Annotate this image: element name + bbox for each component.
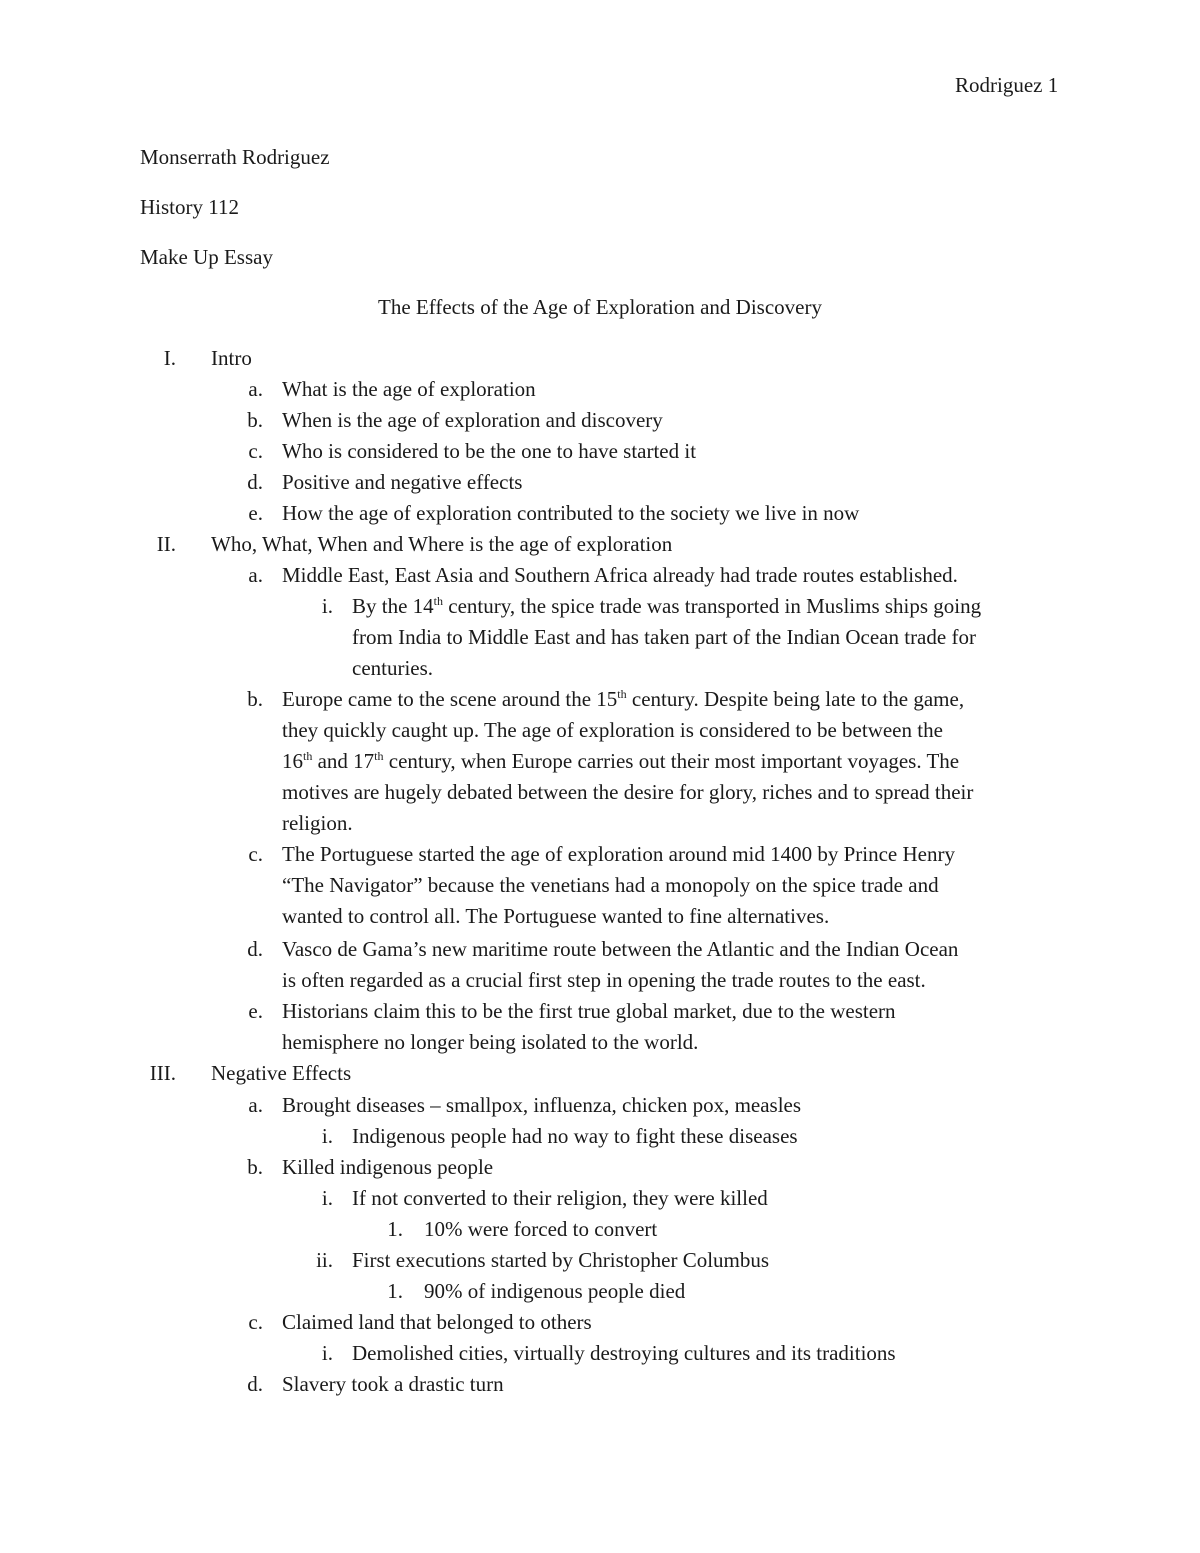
- list-item: Middle East, East Asia and Southern Africa already had trade routes established.: [282, 563, 958, 587]
- list-item: Indigenous people had no way to fight these diseases: [352, 1124, 798, 1148]
- assignment-name: Make Up Essay: [140, 245, 273, 269]
- letter-marker: c.: [248, 439, 263, 463]
- letter-marker: b.: [247, 408, 263, 432]
- section-title: Intro: [211, 346, 252, 370]
- list-item-line: The Portuguese started the age of exploration around mid 1400 by Prince Henry: [282, 842, 955, 866]
- document-title: The Effects of the Age of Exploration and Discovery: [378, 295, 822, 319]
- list-item: Positive and negative effects: [282, 470, 523, 494]
- list-item-line: Vasco de Gama’s new maritime route between the Atlantic and the Indian Ocean: [282, 937, 959, 961]
- list-item-line: centuries.: [352, 656, 434, 680]
- ordinal-suffix: th: [374, 749, 384, 763]
- list-item-line: By the 14th century, the spice trade was transported in Muslims ships going: [352, 594, 982, 618]
- letter-marker: c.: [248, 1310, 263, 1334]
- ordinal-suffix: th: [433, 594, 444, 608]
- list-item: Claimed land that belonged to others: [282, 1310, 592, 1334]
- list-item: How the age of exploration contributed to the society we live in now: [282, 501, 860, 525]
- letter-marker: a.: [248, 1093, 263, 1117]
- list-item-line: is often regarded as a crucial first step in opening the trade routes to the east.: [282, 968, 926, 992]
- list-item-line: religion.: [282, 811, 353, 835]
- letter-marker: b.: [247, 687, 263, 711]
- list-item-line: “The Navigator” because the venetians had a monopoly on the spice trade and: [282, 873, 939, 897]
- list-item-line: from India to Middle East and has taken part of the Indian Ocean trade for: [352, 625, 976, 649]
- list-item: Demolished cities, virtually destroying cultures and its traditions: [352, 1341, 896, 1365]
- roman-sub-marker: i.: [321, 1124, 333, 1148]
- list-item: What is the age of exploration: [282, 377, 536, 401]
- number-marker: 1.: [387, 1217, 403, 1241]
- letter-marker: e.: [248, 501, 263, 525]
- section-title: Who, What, When and Where is the age of exploration: [211, 532, 673, 556]
- roman-numeral-marker: III.: [149, 1061, 176, 1085]
- section-title: Negative Effects: [211, 1061, 352, 1085]
- roman-sub-marker: i.: [321, 1341, 333, 1365]
- roman-numeral-marker: I.: [163, 346, 176, 370]
- roman-sub-marker: i.: [321, 594, 333, 618]
- list-item: If not converted to their religion, they were killed: [352, 1186, 768, 1210]
- list-item-line: motives are hugely debated between the desire for glory, riches and to spread their: [282, 780, 974, 804]
- roman-sub-marker: i.: [321, 1186, 333, 1210]
- ordinal-suffix: th: [617, 687, 627, 701]
- letter-marker: d.: [247, 1372, 263, 1396]
- letter-marker: e.: [248, 999, 263, 1023]
- list-item: Brought diseases – smallpox, influenza, chicken pox, measles: [282, 1093, 802, 1117]
- ordinal-suffix: th: [303, 749, 313, 763]
- course-name: History 112: [140, 195, 239, 219]
- list-item: Who is considered to be the one to have started it: [282, 439, 697, 463]
- list-item: 10% were forced to convert: [424, 1217, 658, 1241]
- number-marker: 1.: [387, 1279, 403, 1303]
- roman-sub-marker: ii.: [316, 1248, 333, 1272]
- list-item: When is the age of exploration and discovery: [282, 408, 663, 432]
- list-item-line: hemisphere no longer being isolated to the world.: [282, 1030, 699, 1054]
- letter-marker: a.: [248, 377, 263, 401]
- list-item: 90% of indigenous people died: [424, 1279, 686, 1303]
- list-item-line: they quickly caught up. The age of exploration is considered to be between the: [282, 718, 943, 742]
- list-item-line: Historians claim this to be the first true global market, due to the western: [282, 999, 896, 1023]
- list-item-line: Europe came to the scene around the 15th century. Despite being late to the game,: [282, 687, 965, 711]
- author-name: Monserrath Rodriguez: [140, 145, 330, 169]
- letter-marker: c.: [248, 842, 263, 866]
- roman-numeral-marker: II.: [156, 532, 176, 556]
- list-item: First executions started by Christopher Columbus: [352, 1248, 770, 1272]
- letter-marker: d.: [247, 470, 263, 494]
- list-item-line: 16th and 17th century, when Europe carries out their most important voyages. The: [282, 749, 960, 773]
- letter-marker: b.: [247, 1155, 263, 1179]
- letter-marker: a.: [248, 563, 263, 587]
- running-head: Rodriguez 1: [955, 73, 1059, 97]
- list-item-line: wanted to control all. The Portuguese wanted to fine alternatives.: [282, 904, 830, 928]
- letter-marker: d.: [247, 937, 263, 961]
- list-item: Slavery took a drastic turn: [282, 1372, 504, 1396]
- list-item: Killed indigenous people: [282, 1155, 494, 1179]
